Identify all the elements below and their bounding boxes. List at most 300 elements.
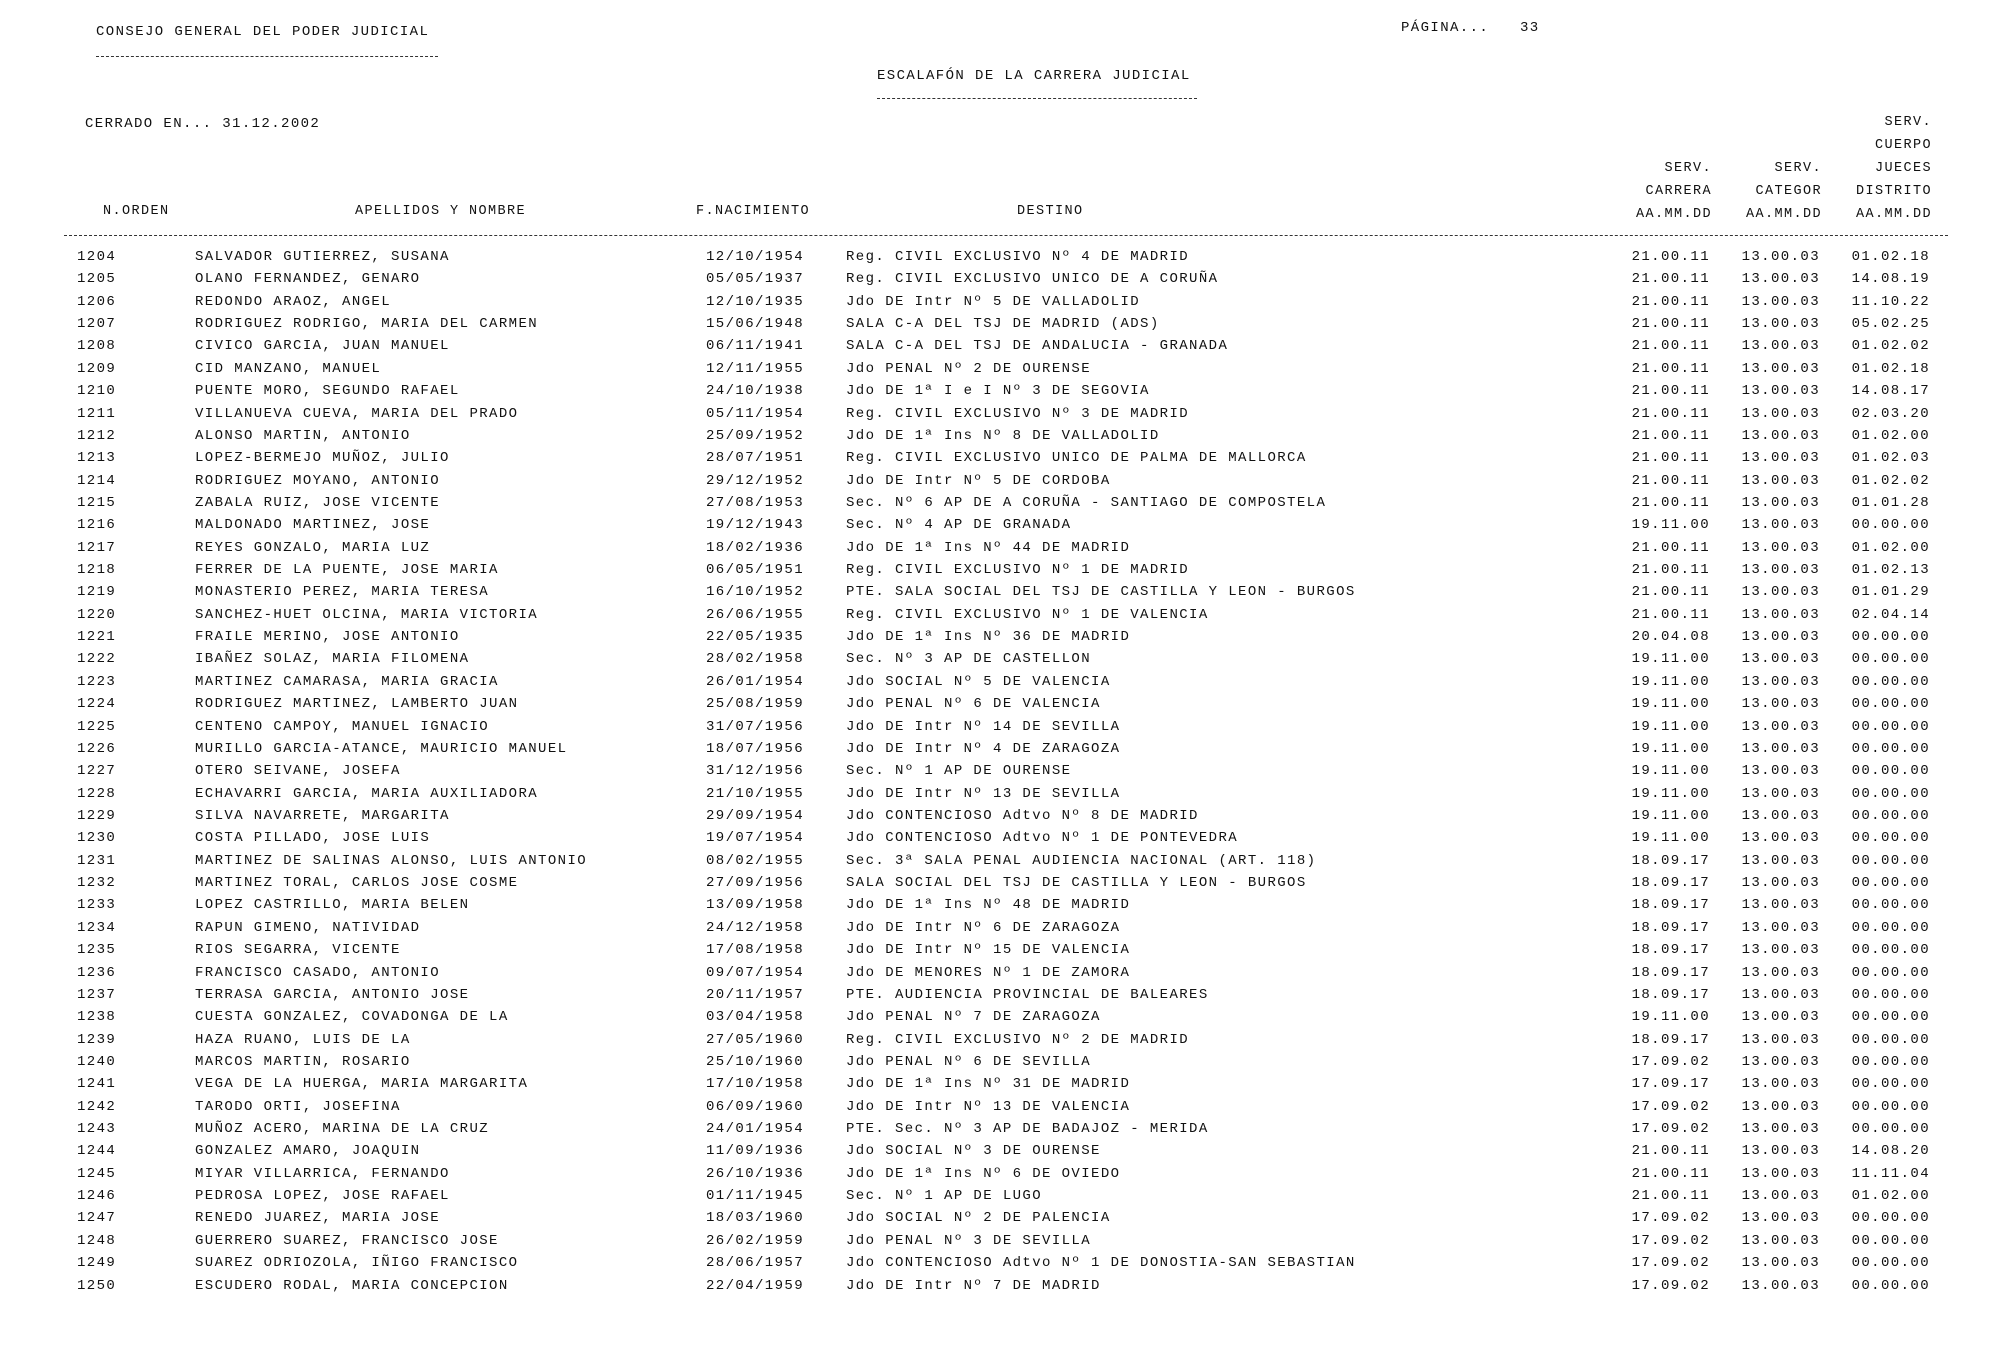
serv-cuerpo-cell: 01.02.18	[1851, 360, 1930, 377]
nacimiento-cell: 12/11/1955	[706, 360, 805, 377]
destino-cell: PTE. AUDIENCIA PROVINCIAL DE BALEARES	[846, 986, 1209, 1003]
nacimiento-cell: 18/02/1936	[706, 539, 805, 556]
nombre-cell: SALVADOR GUTIERREZ, SUSANA	[195, 249, 450, 265]
nacimiento-cell: 21/10/1955	[706, 785, 805, 802]
serv-carrera-cell: 21.00.11	[1631, 338, 1710, 355]
serv-carrera-cell: 19.11.00	[1631, 807, 1710, 824]
nacimiento-cell: 27/08/1953	[706, 494, 805, 511]
nacimiento-cell: 27/05/1960	[706, 1031, 805, 1048]
header-line: JUECES	[1874, 161, 1932, 176]
serv-carrera-cell: 21.00.11	[1631, 405, 1710, 422]
orden-cell: 1247	[77, 1210, 117, 1227]
destino-cell: Jdo DE Intr Nº 6 DE ZARAGOZA	[846, 919, 1121, 936]
serv-cuerpo-cell: 01.02.02	[1851, 472, 1930, 489]
orden-cell: 1225	[77, 718, 117, 735]
nacimiento-cell: 31/07/1956	[706, 718, 805, 735]
orden-cell: 1232	[77, 875, 117, 892]
serv-categor-cell: 13.00.03	[1741, 986, 1820, 1003]
serv-cuerpo-cell: 00.00.00	[1851, 651, 1930, 668]
serv-carrera-cell: 19.11.00	[1631, 763, 1710, 780]
header-line: AA.MM.DD	[1745, 207, 1822, 222]
orden-cell: 1234	[77, 919, 117, 936]
serv-categor-cell: 13.00.03	[1741, 740, 1820, 757]
serv-carrera-cell: 21.00.11	[1631, 562, 1710, 579]
serv-cuerpo-cell: 01.02.00	[1851, 1188, 1930, 1205]
serv-carrera-cell: 21.00.11	[1631, 1143, 1710, 1160]
serv-carrera-cell: 19.11.00	[1631, 1009, 1710, 1026]
destino-cell: Jdo DE Intr Nº 5 DE VALLADOLID	[846, 293, 1141, 310]
nacimiento-cell: 05/05/1937	[706, 271, 805, 288]
serv-categor-cell: 13.00.03	[1741, 629, 1820, 646]
destino-cell: Jdo DE Intr Nº 13 DE SEVILLA	[846, 785, 1121, 802]
orden-cell: 1236	[77, 964, 117, 981]
nombre-cell: OTERO SEIVANE, JOSEFA	[195, 763, 401, 780]
serv-categor-cell: 13.00.03	[1741, 1053, 1820, 1070]
nombre-cell: CUESTA GONZALEZ, COVADONGA DE LA	[195, 1009, 509, 1026]
serv-categor-cell: 13.00.03	[1741, 763, 1820, 780]
serv-categor-cell: 13.00.03	[1741, 472, 1820, 489]
destino-cell: SALA C-A DEL TSJ DE MADRID (ADS)	[846, 316, 1160, 333]
destino-cell: Jdo SOCIAL Nº 5 DE VALENCIA	[846, 673, 1111, 690]
destino-cell: Jdo CONTENCIOSO Adtvo Nº 1 DE PONTEVEDRA	[846, 830, 1239, 847]
table-row	[0, 828, 2000, 850]
serv-categor-cell: 13.00.03	[1741, 427, 1820, 444]
serv-cuerpo-cell: 01.02.00	[1851, 427, 1930, 444]
serv-categor-cell: 13.00.03	[1741, 1188, 1820, 1205]
serv-categor-cell: 13.00.03	[1741, 875, 1820, 892]
serv-carrera-cell: 19.11.00	[1631, 740, 1710, 757]
serv-cuerpo-cell: 02.04.14	[1851, 606, 1930, 623]
organization-name: CONSEJO GENERAL DEL PODER JUDICIAL	[96, 24, 430, 40]
serv-carrera-cell: 21.00.11	[1631, 383, 1710, 400]
serv-categor-cell: 13.00.03	[1741, 1031, 1820, 1048]
serv-carrera-cell: 19.11.00	[1631, 651, 1710, 668]
table-row	[0, 1141, 2000, 1163]
orden-cell: 1227	[77, 763, 117, 780]
table-row	[0, 582, 2000, 604]
serv-carrera-cell: 21.00.11	[1631, 584, 1710, 601]
serv-categor-cell: 13.00.03	[1741, 1232, 1820, 1249]
nacimiento-cell: 28/06/1957	[706, 1255, 805, 1272]
serv-carrera-cell: 17.09.17	[1631, 1076, 1710, 1093]
nombre-cell: ALONSO MARTIN, ANTONIO	[195, 427, 411, 444]
orden-cell: 1218	[77, 562, 117, 579]
serv-carrera-cell: 21.00.11	[1631, 293, 1710, 310]
orden-cell: 1242	[77, 1098, 117, 1115]
nombre-cell: RENEDO JUAREZ, MARIA JOSE	[195, 1210, 441, 1227]
table-row	[0, 448, 2000, 470]
serv-categor-cell: 13.00.03	[1741, 1277, 1820, 1294]
destino-cell: Reg. CIVIL EXCLUSIVO Nº 1 DE MADRID	[846, 562, 1190, 579]
nombre-cell: RODRIGUEZ RODRIGO, MARIA DEL CARMEN	[195, 316, 539, 333]
table-row	[0, 359, 2000, 381]
orden-cell: 1249	[77, 1255, 117, 1272]
nacimiento-cell: 12/10/1935	[706, 293, 805, 310]
serv-categor-cell: 13.00.03	[1741, 383, 1820, 400]
orden-cell: 1237	[77, 986, 117, 1003]
table-row	[0, 717, 2000, 739]
nacimiento-cell: 09/07/1954	[706, 964, 805, 981]
destino-cell: PTE. SALA SOCIAL DEL TSJ DE CASTILLA Y LEON - BURGOS	[846, 584, 1356, 601]
serv-cuerpo-cell: 11.11.04	[1851, 1165, 1930, 1182]
serv-categor-cell: 13.00.03	[1741, 360, 1820, 377]
nombre-cell: MIYAR VILLARRICA, FERNANDO	[195, 1165, 450, 1182]
orden-cell: 1233	[77, 897, 117, 914]
divider	[877, 98, 1197, 99]
serv-categor-cell: 13.00.03	[1741, 830, 1820, 847]
destino-cell: Jdo PENAL Nº 3 DE SEVILLA	[846, 1232, 1092, 1249]
destino-cell: Jdo DE Intr Nº 14 DE SEVILLA	[846, 718, 1121, 735]
serv-carrera-cell: 18.09.17	[1631, 1031, 1710, 1048]
nombre-cell: SILVA NAVARRETE, MARGARITA	[195, 807, 450, 824]
nombre-cell: PEDROSA LOPEZ, JOSE RAFAEL	[195, 1188, 450, 1205]
nacimiento-cell: 26/02/1959	[706, 1232, 805, 1249]
table-row	[0, 1074, 2000, 1096]
orden-cell: 1224	[77, 696, 117, 713]
table-row	[0, 940, 2000, 962]
orden-cell: 1214	[77, 472, 117, 489]
destino-cell: Jdo SOCIAL Nº 2 DE PALENCIA	[846, 1210, 1111, 1227]
serv-categor-cell: 13.00.03	[1741, 785, 1820, 802]
column-header-nacimiento: F.NACIMIENTO	[696, 204, 811, 219]
nacimiento-cell: 06/05/1951	[706, 562, 805, 579]
nacimiento-cell: 31/12/1956	[706, 763, 805, 780]
nacimiento-cell: 29/09/1954	[706, 807, 805, 824]
serv-categor-cell: 13.00.03	[1741, 539, 1820, 556]
nombre-cell: FERRER DE LA PUENTE, JOSE MARIA	[195, 562, 499, 579]
destino-cell: Jdo PENAL Nº 2 DE OURENSE	[846, 360, 1092, 377]
nacimiento-cell: 13/09/1958	[706, 897, 805, 914]
nombre-cell: IBAÑEZ SOLAZ, MARIA FILOMENA	[195, 651, 470, 668]
serv-cuerpo-cell: 00.00.00	[1851, 919, 1930, 936]
orden-cell: 1217	[77, 539, 117, 556]
serv-cuerpo-cell: 00.00.00	[1851, 1076, 1930, 1093]
header-line: SERV.	[1664, 161, 1712, 176]
header-line: DISTRITO	[1855, 184, 1932, 199]
serv-categor-cell: 13.00.03	[1741, 271, 1820, 288]
table-row	[0, 560, 2000, 582]
orden-cell: 1228	[77, 785, 117, 802]
header-line: CARRERA	[1645, 184, 1712, 199]
serv-categor-cell: 13.00.03	[1741, 1076, 1820, 1093]
destino-cell: Jdo DE 1ª Ins Nº 8 DE VALLADOLID	[846, 427, 1160, 444]
destino-cell: Reg. CIVIL EXCLUSIVO Nº 4 DE MADRID	[846, 249, 1190, 265]
destino-cell: Jdo DE 1ª I e I Nº 3 DE SEGOVIA	[846, 383, 1150, 400]
destino-cell: Sec. Nº 1 AP DE OURENSE	[846, 763, 1072, 780]
nombre-cell: MARTINEZ CAMARASA, MARIA GRACIA	[195, 673, 499, 690]
table-row	[0, 851, 2000, 873]
serv-carrera-cell: 21.00.11	[1631, 360, 1710, 377]
serv-carrera-cell: 20.04.08	[1631, 629, 1710, 646]
serv-carrera-cell: 21.00.11	[1631, 606, 1710, 623]
serv-carrera-cell: 17.09.02	[1631, 1121, 1710, 1138]
nombre-cell: FRAILE MERINO, JOSE ANTONIO	[195, 629, 460, 646]
destino-cell: PTE. Sec. Nº 3 AP DE BADAJOZ - MERIDA	[846, 1121, 1209, 1138]
page-label: PÁGINA...	[1401, 20, 1490, 36]
nombre-cell: RODRIGUEZ MARTINEZ, LAMBERTO JUAN	[195, 696, 519, 713]
nacimiento-cell: 19/07/1954	[706, 830, 805, 847]
serv-cuerpo-cell: 00.00.00	[1851, 964, 1930, 981]
orden-cell: 1240	[77, 1053, 117, 1070]
orden-cell: 1221	[77, 629, 117, 646]
orden-cell: 1205	[77, 271, 117, 288]
nacimiento-cell: 24/10/1938	[706, 383, 805, 400]
serv-carrera-cell: 18.09.17	[1631, 964, 1710, 981]
nombre-cell: CIVICO GARCIA, JUAN MANUEL	[195, 338, 450, 355]
serv-carrera-cell: 18.09.17	[1631, 919, 1710, 936]
orden-cell: 1223	[77, 673, 117, 690]
serv-cuerpo-cell: 00.00.00	[1851, 517, 1930, 534]
destino-cell: Jdo DE 1ª Ins Nº 6 DE OVIEDO	[846, 1165, 1121, 1182]
nombre-cell: ZABALA RUIZ, JOSE VICENTE	[195, 494, 441, 511]
orden-cell: 1245	[77, 1165, 117, 1182]
nombre-cell: MUÑOZ ACERO, MARINA DE LA CRUZ	[195, 1121, 490, 1138]
serv-cuerpo-cell: 01.02.18	[1851, 249, 1930, 265]
orden-cell: 1210	[77, 383, 117, 400]
nombre-cell: RAPUN GIMENO, NATIVIDAD	[195, 919, 421, 936]
serv-cuerpo-cell: 00.00.00	[1851, 785, 1930, 802]
serv-carrera-cell: 17.09.02	[1631, 1210, 1710, 1227]
nombre-cell: MURILLO GARCIA-ATANCE, MAURICIO MANUEL	[195, 740, 568, 757]
nacimiento-cell: 05/11/1954	[706, 405, 805, 422]
serv-carrera-cell: 18.09.17	[1631, 942, 1710, 959]
nombre-cell: MALDONADO MARTINEZ, JOSE	[195, 517, 431, 534]
orden-cell: 1222	[77, 651, 117, 668]
table-row	[0, 627, 2000, 649]
serv-carrera-cell: 19.11.00	[1631, 517, 1710, 534]
serv-cuerpo-cell: 00.00.00	[1851, 942, 1930, 959]
table-row	[0, 538, 2000, 560]
nacimiento-cell: 26/01/1954	[706, 673, 805, 690]
nacimiento-cell: 01/11/1945	[706, 1188, 805, 1205]
orden-cell: 1220	[77, 606, 117, 623]
serv-carrera-cell: 21.00.11	[1631, 472, 1710, 489]
table-row	[0, 515, 2000, 537]
nombre-cell: CENTENO CAMPOY, MANUEL IGNACIO	[195, 718, 490, 735]
serv-categor-cell: 13.00.03	[1741, 249, 1820, 265]
serv-carrera-cell: 17.09.02	[1631, 1255, 1710, 1272]
orden-cell: 1207	[77, 316, 117, 333]
serv-cuerpo-cell: 00.00.00	[1851, 740, 1930, 757]
orden-cell: 1212	[77, 427, 117, 444]
nombre-cell: PUENTE MORO, SEGUNDO RAFAEL	[195, 383, 460, 400]
serv-carrera-cell: 19.11.00	[1631, 785, 1710, 802]
table-row	[0, 985, 2000, 1007]
closing-date: CERRADO EN... 31.12.2002	[85, 116, 321, 132]
serv-cuerpo-cell: 00.00.00	[1851, 1277, 1930, 1294]
table-row	[0, 1164, 2000, 1186]
destino-cell: SALA SOCIAL DEL TSJ DE CASTILLA Y LEON - BURGOS	[846, 875, 1307, 892]
nacimiento-cell: 12/10/1954	[706, 249, 805, 265]
column-header-serv-carrera	[1636, 157, 1712, 226]
serv-carrera-cell: 18.09.17	[1631, 897, 1710, 914]
table-row	[0, 761, 2000, 783]
destino-cell: Jdo DE Intr Nº 15 DE VALENCIA	[846, 942, 1131, 959]
serv-carrera-cell: 17.09.02	[1631, 1053, 1710, 1070]
destino-cell: SALA C-A DEL TSJ DE ANDALUCIA - GRANADA	[846, 338, 1229, 355]
serv-cuerpo-cell: 00.00.00	[1851, 718, 1930, 735]
serv-carrera-cell: 21.00.11	[1631, 494, 1710, 511]
serv-cuerpo-cell: 00.00.00	[1851, 1098, 1930, 1115]
table-row	[0, 1208, 2000, 1230]
serv-categor-cell: 13.00.03	[1741, 1143, 1820, 1160]
destino-cell: Jdo CONTENCIOSO Adtvo Nº 1 DE DONOSTIA-SAN SEBASTIAN	[846, 1255, 1356, 1272]
destino-cell: Jdo PENAL Nº 6 DE SEVILLA	[846, 1053, 1092, 1070]
table-row	[0, 806, 2000, 828]
serv-cuerpo-cell: 00.00.00	[1851, 852, 1930, 869]
table-row	[0, 1030, 2000, 1052]
table-row	[0, 381, 2000, 403]
serv-categor-cell: 13.00.03	[1741, 316, 1820, 333]
serv-carrera-cell: 21.00.11	[1631, 450, 1710, 467]
serv-carrera-cell: 18.09.17	[1631, 852, 1710, 869]
nacimiento-cell: 29/12/1952	[706, 472, 805, 489]
destino-cell: Sec. Nº 6 AP DE A CORUÑA - SANTIAGO DE COMPOSTELA	[846, 494, 1327, 511]
nombre-cell: RODRIGUEZ MOYANO, ANTONIO	[195, 472, 441, 489]
orden-cell: 1239	[77, 1031, 117, 1048]
nacimiento-cell: 24/12/1958	[706, 919, 805, 936]
serv-cuerpo-cell: 00.00.00	[1851, 673, 1930, 690]
nacimiento-cell: 03/04/1958	[706, 1009, 805, 1026]
table-row	[0, 895, 2000, 917]
page-number: 33	[1520, 20, 1540, 36]
serv-cuerpo-cell: 01.01.28	[1851, 494, 1930, 511]
destino-cell: Reg. CIVIL EXCLUSIVO UNICO DE A CORUÑA	[846, 271, 1219, 288]
serv-cuerpo-cell: 00.00.00	[1851, 763, 1930, 780]
nombre-cell: HAZA RUANO, LUIS DE LA	[195, 1031, 411, 1048]
nacimiento-cell: 26/10/1936	[706, 1165, 805, 1182]
nombre-cell: SANCHEZ-HUET OLCINA, MARIA VICTORIA	[195, 606, 539, 623]
destino-cell: Jdo DE Intr Nº 13 DE VALENCIA	[846, 1098, 1131, 1115]
nacimiento-cell: 25/09/1952	[706, 427, 805, 444]
orden-cell: 1230	[77, 830, 117, 847]
nombre-cell: TARODO ORTI, JOSEFINA	[195, 1098, 401, 1115]
serv-cuerpo-cell: 00.00.00	[1851, 1053, 1930, 1070]
nombre-cell: COSTA PILLADO, JOSE LUIS	[195, 830, 431, 847]
serv-carrera-cell: 21.00.11	[1631, 539, 1710, 556]
serv-categor-cell: 13.00.03	[1741, 807, 1820, 824]
serv-carrera-cell: 21.00.11	[1631, 1165, 1710, 1182]
orden-cell: 1243	[77, 1121, 117, 1138]
serv-cuerpo-cell: 00.00.00	[1851, 807, 1930, 824]
nacimiento-cell: 26/06/1955	[706, 606, 805, 623]
nombre-cell: REDONDO ARAOZ, ANGEL	[195, 293, 392, 310]
orden-cell: 1211	[77, 405, 117, 422]
serv-cuerpo-cell: 00.00.00	[1851, 1121, 1930, 1138]
serv-cuerpo-cell: 01.02.13	[1851, 562, 1930, 579]
nombre-cell: VEGA DE LA HUERGA, MARIA MARGARITA	[195, 1076, 529, 1093]
serv-carrera-cell: 17.09.02	[1631, 1098, 1710, 1115]
serv-cuerpo-cell: 00.00.00	[1851, 875, 1930, 892]
nombre-cell: RIOS SEGARRA, VICENTE	[195, 942, 401, 959]
nacimiento-cell: 17/08/1958	[706, 942, 805, 959]
nacimiento-cell: 18/03/1960	[706, 1210, 805, 1227]
table-row	[0, 963, 2000, 985]
destino-cell: Jdo CONTENCIOSO Adtvo Nº 8 DE MADRID	[846, 807, 1199, 824]
serv-cuerpo-cell: 01.02.03	[1851, 450, 1930, 467]
destino-cell: Jdo DE 1ª Ins Nº 31 DE MADRID	[846, 1076, 1131, 1093]
serv-cuerpo-cell: 00.00.00	[1851, 1210, 1930, 1227]
serv-carrera-cell: 17.09.02	[1631, 1277, 1710, 1294]
orden-cell: 1244	[77, 1143, 117, 1160]
table-row	[0, 493, 2000, 515]
serv-categor-cell: 13.00.03	[1741, 517, 1820, 534]
destino-cell: Jdo DE Intr Nº 4 DE ZARAGOZA	[846, 740, 1121, 757]
table-row	[0, 739, 2000, 761]
destino-cell: Jdo SOCIAL Nº 3 DE OURENSE	[846, 1143, 1101, 1160]
serv-categor-cell: 13.00.03	[1741, 584, 1820, 601]
serv-categor-cell: 13.00.03	[1741, 494, 1820, 511]
table-row	[0, 1253, 2000, 1275]
nacimiento-cell: 19/12/1943	[706, 517, 805, 534]
serv-categor-cell: 13.00.03	[1741, 1210, 1820, 1227]
table-row	[0, 1097, 2000, 1119]
nombre-cell: LOPEZ CASTRILLO, MARIA BELEN	[195, 897, 470, 914]
serv-categor-cell: 13.00.03	[1741, 1098, 1820, 1115]
nacimiento-cell: 16/10/1952	[706, 584, 805, 601]
orden-cell: 1235	[77, 942, 117, 959]
serv-categor-cell: 13.00.03	[1741, 338, 1820, 355]
destino-cell: Reg. CIVIL EXCLUSIVO Nº 3 DE MADRID	[846, 405, 1190, 422]
destino-cell: Jdo DE 1ª Ins Nº 48 DE MADRID	[846, 897, 1131, 914]
serv-categor-cell: 13.00.03	[1741, 1121, 1820, 1138]
orden-cell: 1246	[77, 1188, 117, 1205]
nacimiento-cell: 18/07/1956	[706, 740, 805, 757]
serv-categor-cell: 13.00.03	[1741, 897, 1820, 914]
serv-carrera-cell: 21.00.11	[1631, 249, 1710, 265]
table-row	[0, 336, 2000, 358]
table-row	[0, 649, 2000, 671]
serv-carrera-cell: 19.11.00	[1631, 718, 1710, 735]
destino-cell: Sec. 3ª SALA PENAL AUDIENCIA NACIONAL (ART. 118)	[846, 852, 1317, 869]
nacimiento-cell: 15/06/1948	[706, 316, 805, 333]
serv-cuerpo-cell: 02.03.20	[1851, 405, 1930, 422]
destino-cell: Jdo DE 1ª Ins Nº 36 DE MADRID	[846, 629, 1131, 646]
serv-categor-cell: 13.00.03	[1741, 293, 1820, 310]
serv-cuerpo-cell: 01.01.29	[1851, 584, 1930, 601]
serv-carrera-cell: 18.09.17	[1631, 875, 1710, 892]
table-row	[0, 605, 2000, 627]
orden-cell: 1215	[77, 494, 117, 511]
column-header-orden: N.ORDEN	[103, 204, 170, 219]
header-divider	[64, 235, 1948, 236]
destino-cell: Sec. Nº 4 AP DE GRANADA	[846, 517, 1072, 534]
table-row	[0, 1186, 2000, 1208]
serv-cuerpo-cell: 11.10.22	[1851, 293, 1930, 310]
nacimiento-cell: 24/01/1954	[706, 1121, 805, 1138]
serv-categor-cell: 13.00.03	[1741, 852, 1820, 869]
serv-categor-cell: 13.00.03	[1741, 718, 1820, 735]
nombre-cell: OLANO FERNANDEZ, GENARO	[195, 271, 421, 288]
orden-cell: 1231	[77, 852, 117, 869]
table-row	[0, 918, 2000, 940]
serv-categor-cell: 13.00.03	[1741, 1255, 1820, 1272]
table-row	[0, 1052, 2000, 1074]
nombre-cell: LOPEZ-BERMEJO MUÑOZ, JULIO	[195, 450, 450, 467]
nombre-cell: MARTINEZ DE SALINAS ALONSO, LUIS ANTONIO	[195, 852, 588, 869]
table-row	[0, 404, 2000, 426]
serv-categor-cell: 13.00.03	[1741, 651, 1820, 668]
nacimiento-cell: 17/10/1958	[706, 1076, 805, 1093]
nombre-cell: MONASTERIO PEREZ, MARIA TERESA	[195, 584, 490, 601]
serv-categor-cell: 13.00.03	[1741, 919, 1820, 936]
nacimiento-cell: 08/02/1955	[706, 852, 805, 869]
nombre-cell: GUERRERO SUAREZ, FRANCISCO JOSE	[195, 1232, 499, 1249]
column-header-nombre: APELLIDOS Y NOMBRE	[355, 204, 527, 219]
nombre-cell: SUAREZ ODRIOZOLA, IÑIGO FRANCISCO	[195, 1255, 519, 1272]
serv-categor-cell: 13.00.03	[1741, 696, 1820, 713]
nacimiento-cell: 06/11/1941	[706, 338, 805, 355]
